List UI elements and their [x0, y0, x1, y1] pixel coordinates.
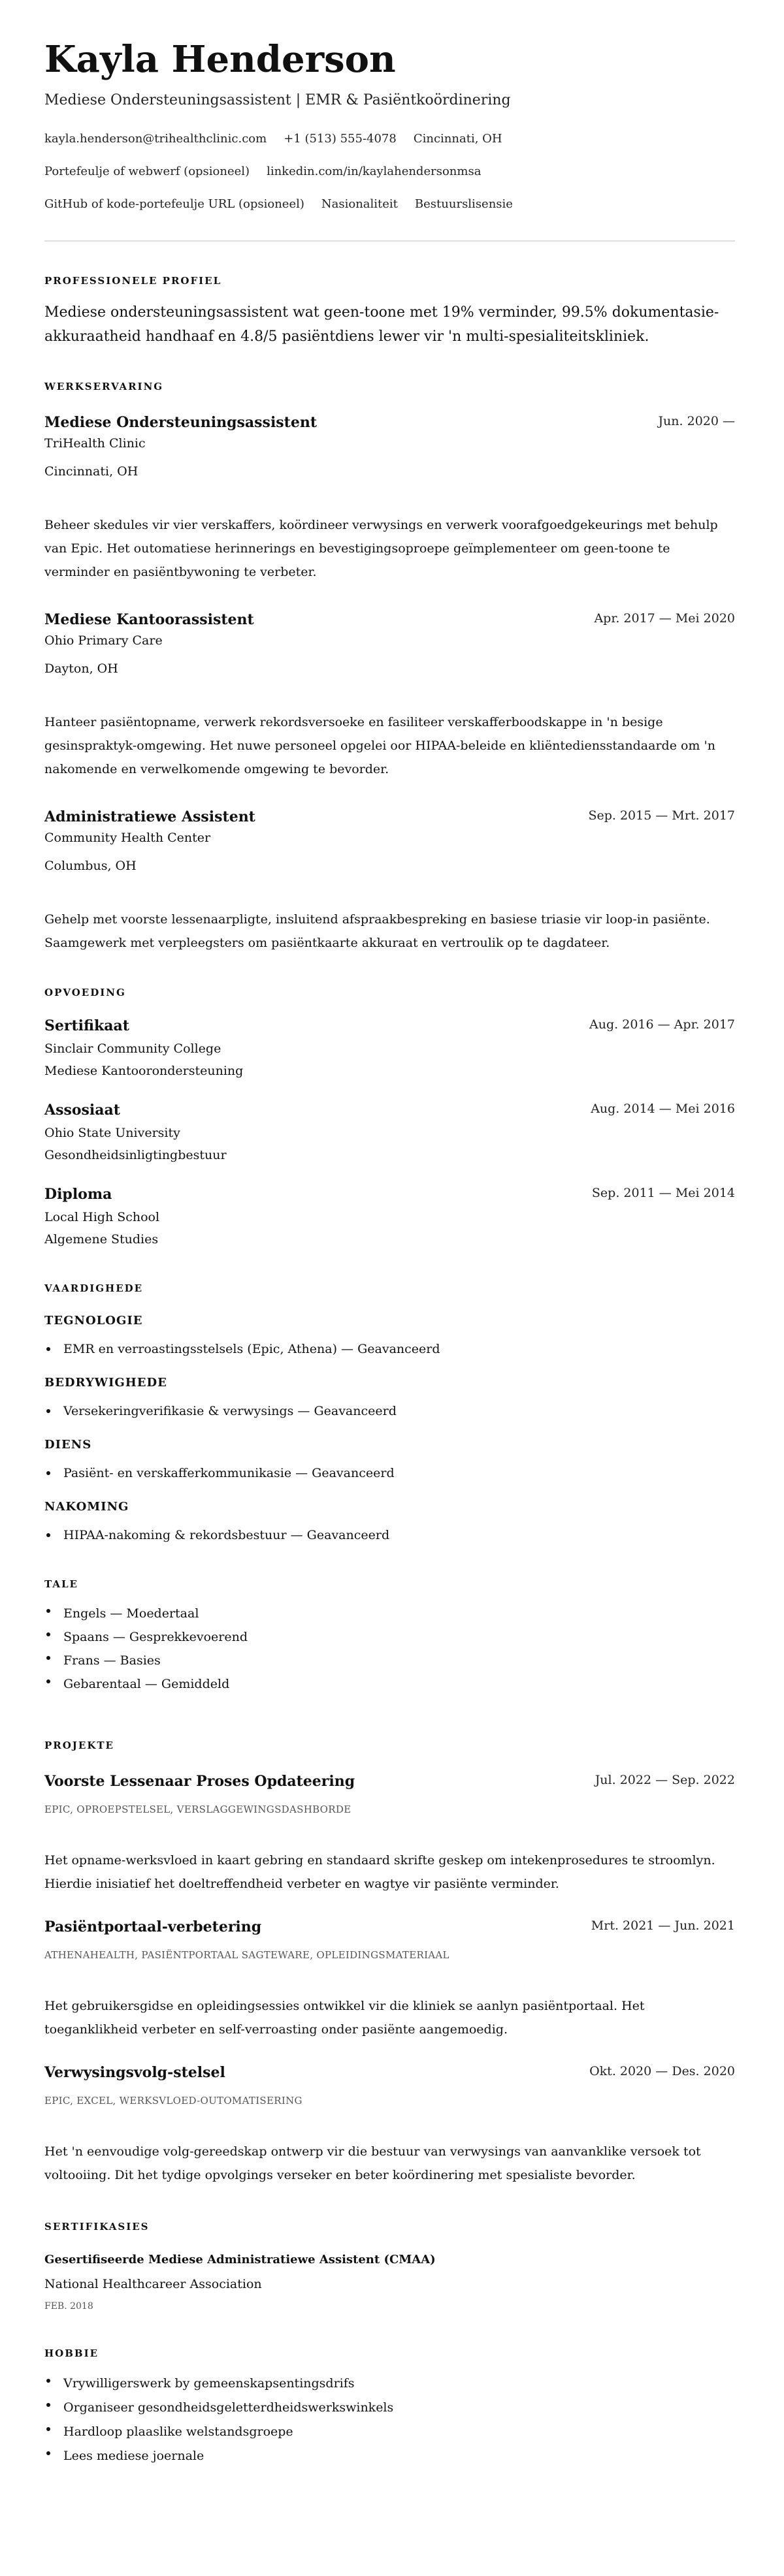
job-location: Cincinnati, OH — [44, 464, 139, 479]
field-of-study: Algemene Studies — [44, 1232, 159, 1247]
project-tech: ATHENAHEALTH, PASIËNTPORTAAL SAGTEWARE, OPLEIDINGSMATERIAAL — [44, 1949, 449, 1961]
language-list — [44, 1602, 735, 1696]
job-description: Beheer skedules vir vier verskaffers, koördineer verwysings en verwerk voorafgoedgekeurings met behulp van Epic. Het outomatiese herinnerings en bevestigingsoproepe geïmplementeer om geen-toone te verminder en pasiëntbywoning te verbeter. — [44, 518, 718, 579]
contact-row — [44, 130, 735, 148]
education-section — [44, 986, 735, 1250]
job-location: Dayton, OH — [44, 661, 118, 676]
certification-title: Gesertifiseerde Mediese Administratiewe Assistent (CMAA) — [44, 2253, 436, 2266]
contact-portfolio[interactable]: Portefeulje of webwerf (opsioneel) — [44, 165, 250, 178]
candidate-name: Kayla Henderson — [44, 38, 396, 81]
section-heading: TALE — [44, 1578, 78, 1590]
education-entry — [44, 1016, 735, 1082]
projects-section — [44, 1739, 735, 2187]
field-of-study: Gesondheidsinligtingbestuur — [44, 1148, 227, 1162]
skill-category: NAKOMING — [44, 1500, 129, 1514]
section-heading: PROFESSIONELE PROFIEL — [44, 275, 222, 287]
job-title: Mediese Ondersteuningsassistent — [44, 414, 318, 431]
job-dates: Jun. 2020 — — [658, 414, 735, 428]
profile-summary: Mediese ondersteuningsassistent wat geen-toone met 19% verminder, 99.5% dokumentasie-akkuraatheid handhaaf en 4.8/5 pasiëntdiens lewer vir 'n multi-spesialiteitskliniek. — [44, 304, 719, 345]
project-dates: Jul. 2022 — Sep. 2022 — [595, 1773, 735, 1787]
language-item: Engels — Moedertaal — [44, 1602, 735, 1625]
skills-section — [44, 1282, 735, 1544]
education-entry — [44, 1100, 735, 1166]
project-description: Het 'n eenvoudige volg-gereedskap ontwerp vir die bestuur van verwysings van aanvanklike versoek tot voltooiing. Dit het tydige opvolgings verseker en beter koördinering met spesialiste bevorder. — [44, 2144, 701, 2182]
job-description: Gehelp met voorste lessenaarpligte, insluitend afspraakbespreking en basiese triasie vir loop-in pasiënte. Saamgewerk met verpleegsters om pasiëntkaarte akkuraat en vertroulik op te dagdateer. — [44, 912, 710, 950]
section-heading: SERTIFIKASIES — [44, 2221, 150, 2233]
certification-date: FEB. 2018 — [44, 2301, 93, 2312]
school-name: Local High School — [44, 1210, 160, 1224]
language-item: Frans — Basies — [44, 1649, 735, 1672]
job-entry — [44, 807, 735, 955]
skill-list — [44, 1526, 735, 1544]
profile-section — [44, 274, 735, 349]
degree-title: Diploma — [44, 1186, 112, 1203]
job-dates: Apr. 2017 — Mei 2020 — [594, 611, 735, 626]
degree-title: Assosiaat — [44, 1102, 120, 1119]
education-dates: Aug. 2016 — Apr. 2017 — [589, 1017, 735, 1032]
skill-item: Pasiënt- en verskafferkommunikasie — Geavanceerd — [44, 1464, 735, 1482]
skill-category: TEGNOLOGIE — [44, 1314, 143, 1328]
certification-issuer: National Healthcareer Association — [44, 2277, 262, 2291]
school-name: Sinclair Community College — [44, 1042, 221, 1056]
project-tech: EPIC, OPROEPSTELSEL, VERSLAGGEWINGSDASHBORDE — [44, 1804, 351, 1815]
job-description: Hanteer pasiëntopname, verwerk rekordsversoeke en fasiliteer verskafferboodskappe in 'n besige gesinspraktyk-omgewing. Het nuwe personeel opgelei oor HIPAA-beleide en kliëntediensstandaarde om 'n nakomende en verwelkomende omgewing te bevorder. — [44, 715, 715, 776]
hobby-item: Lees mediese joernale — [44, 2444, 735, 2468]
skill-item: Versekeringverifikasie & verwysings — Geavanceerd — [44, 1402, 735, 1420]
header-divider — [44, 240, 735, 242]
languages-section — [44, 1578, 735, 1696]
skill-item: EMR en verroastingsstelsels (Epic, Athena) — Geavanceerd — [44, 1340, 735, 1358]
project-title: Pasiëntportaal-verbetering — [44, 1918, 262, 1935]
skill-item: HIPAA-nakoming & rekordsbestuur — Geavanceerd — [44, 1526, 735, 1544]
section-heading: OPVOEDING — [44, 987, 126, 998]
job-dates: Sep. 2015 — Mrt. 2017 — [588, 808, 735, 823]
project-tech: EPIC, EXCEL, WERKSVLOED-OUTOMATISERING — [44, 2095, 302, 2107]
degree-title: Sertifikaat — [44, 1017, 129, 1034]
hobbies-section — [44, 2347, 735, 2468]
skill-category: DIENS — [44, 1438, 92, 1452]
school-name: Ohio State University — [44, 1126, 180, 1140]
contact-row — [44, 195, 735, 214]
section-heading: HOBBIE — [44, 2347, 99, 2359]
contact-phone[interactable]: +1 (513) 555-4078 — [284, 132, 397, 146]
job-title: Administratiewe Assistent — [44, 808, 255, 825]
job-location: Columbus, OH — [44, 859, 137, 873]
project-title: Verwysingsvolg-stelsel — [44, 2064, 225, 2081]
skill-list — [44, 1340, 735, 1358]
project-entry — [44, 2063, 735, 2187]
contact-location: Cincinnati, OH — [413, 132, 502, 146]
certifications-section — [44, 2220, 735, 2314]
language-item: Spaans — Gesprekkevoerend — [44, 1625, 735, 1649]
education-entry — [44, 1185, 735, 1250]
project-description: Het gebruikersgidse en opleidingsessies ontwikkel vir die kliniek se aanlyn pasiëntportaal. Het toeganklikheid verbeter en self-verroasting onder pasiënte aangemoedig. — [44, 1999, 645, 2037]
contact-drivers-license: Bestuurslisensie — [414, 197, 513, 211]
project-dates: Okt. 2020 — Des. 2020 — [589, 2064, 735, 2078]
job-title: Mediese Kantoorassistent — [44, 611, 254, 628]
section-heading: WERKSERVARING — [44, 381, 164, 392]
contact-email[interactable]: kayla.henderson@trihealthclinic.com — [44, 132, 267, 146]
education-dates: Sep. 2011 — Mei 2014 — [591, 1186, 735, 1200]
hobby-list — [44, 2372, 735, 2468]
job-company: TriHealth Clinic — [44, 436, 146, 451]
resume-header — [44, 38, 735, 214]
experience-section — [44, 380, 735, 955]
education-dates: Aug. 2014 — Mei 2016 — [591, 1102, 735, 1116]
job-entry — [44, 610, 735, 781]
hobby-item: Vrywilligerswerk by gemeenskapsentingsdrifs — [44, 2372, 735, 2396]
skill-list — [44, 1402, 735, 1420]
project-title: Voorste Lessenaar Proses Opdateering — [44, 1773, 355, 1790]
contact-linkedin[interactable]: linkedin.com/in/kaylahendersonmsa — [267, 165, 482, 178]
project-entry — [44, 1772, 735, 1896]
contact-github[interactable]: GitHub of kode-portefeulje URL (opsioneel) — [44, 197, 304, 211]
candidate-headline: Mediese Ondersteuningsassistent | EMR & Pasiëntkoördinering — [44, 92, 511, 108]
skill-category: BEDRYWIGHEDE — [44, 1376, 167, 1390]
section-heading: VAARDIGHEDE — [44, 1282, 144, 1294]
hobby-item: Hardloop plaaslike welstandsgroepe — [44, 2420, 735, 2444]
contact-row — [44, 163, 735, 181]
section-heading: PROJEKTE — [44, 1740, 114, 1751]
contact-nationality: Nasionaliteit — [321, 197, 398, 211]
job-entry — [44, 413, 735, 584]
project-entry — [44, 1917, 735, 2041]
hobby-item: Organiseer gesondheidsgeletterdheidswerkswinkels — [44, 2396, 735, 2420]
skill-list — [44, 1464, 735, 1482]
job-company: Community Health Center — [44, 831, 211, 845]
project-dates: Mrt. 2021 — Jun. 2021 — [591, 1918, 735, 1933]
field-of-study: Mediese Kantoorondersteuning — [44, 1064, 244, 1078]
job-company: Ohio Primary Care — [44, 633, 163, 648]
language-item: Gebarentaal — Gemiddeld — [44, 1672, 735, 1696]
project-description: Het opname-werksvloed in kaart gebring en standaard skrifte geskep om intekenprosedures te stroomlyn. Hierdie inisiatief het doeltreffendheid verbeter en wagtye vir pasiënte verminder. — [44, 1853, 715, 1891]
